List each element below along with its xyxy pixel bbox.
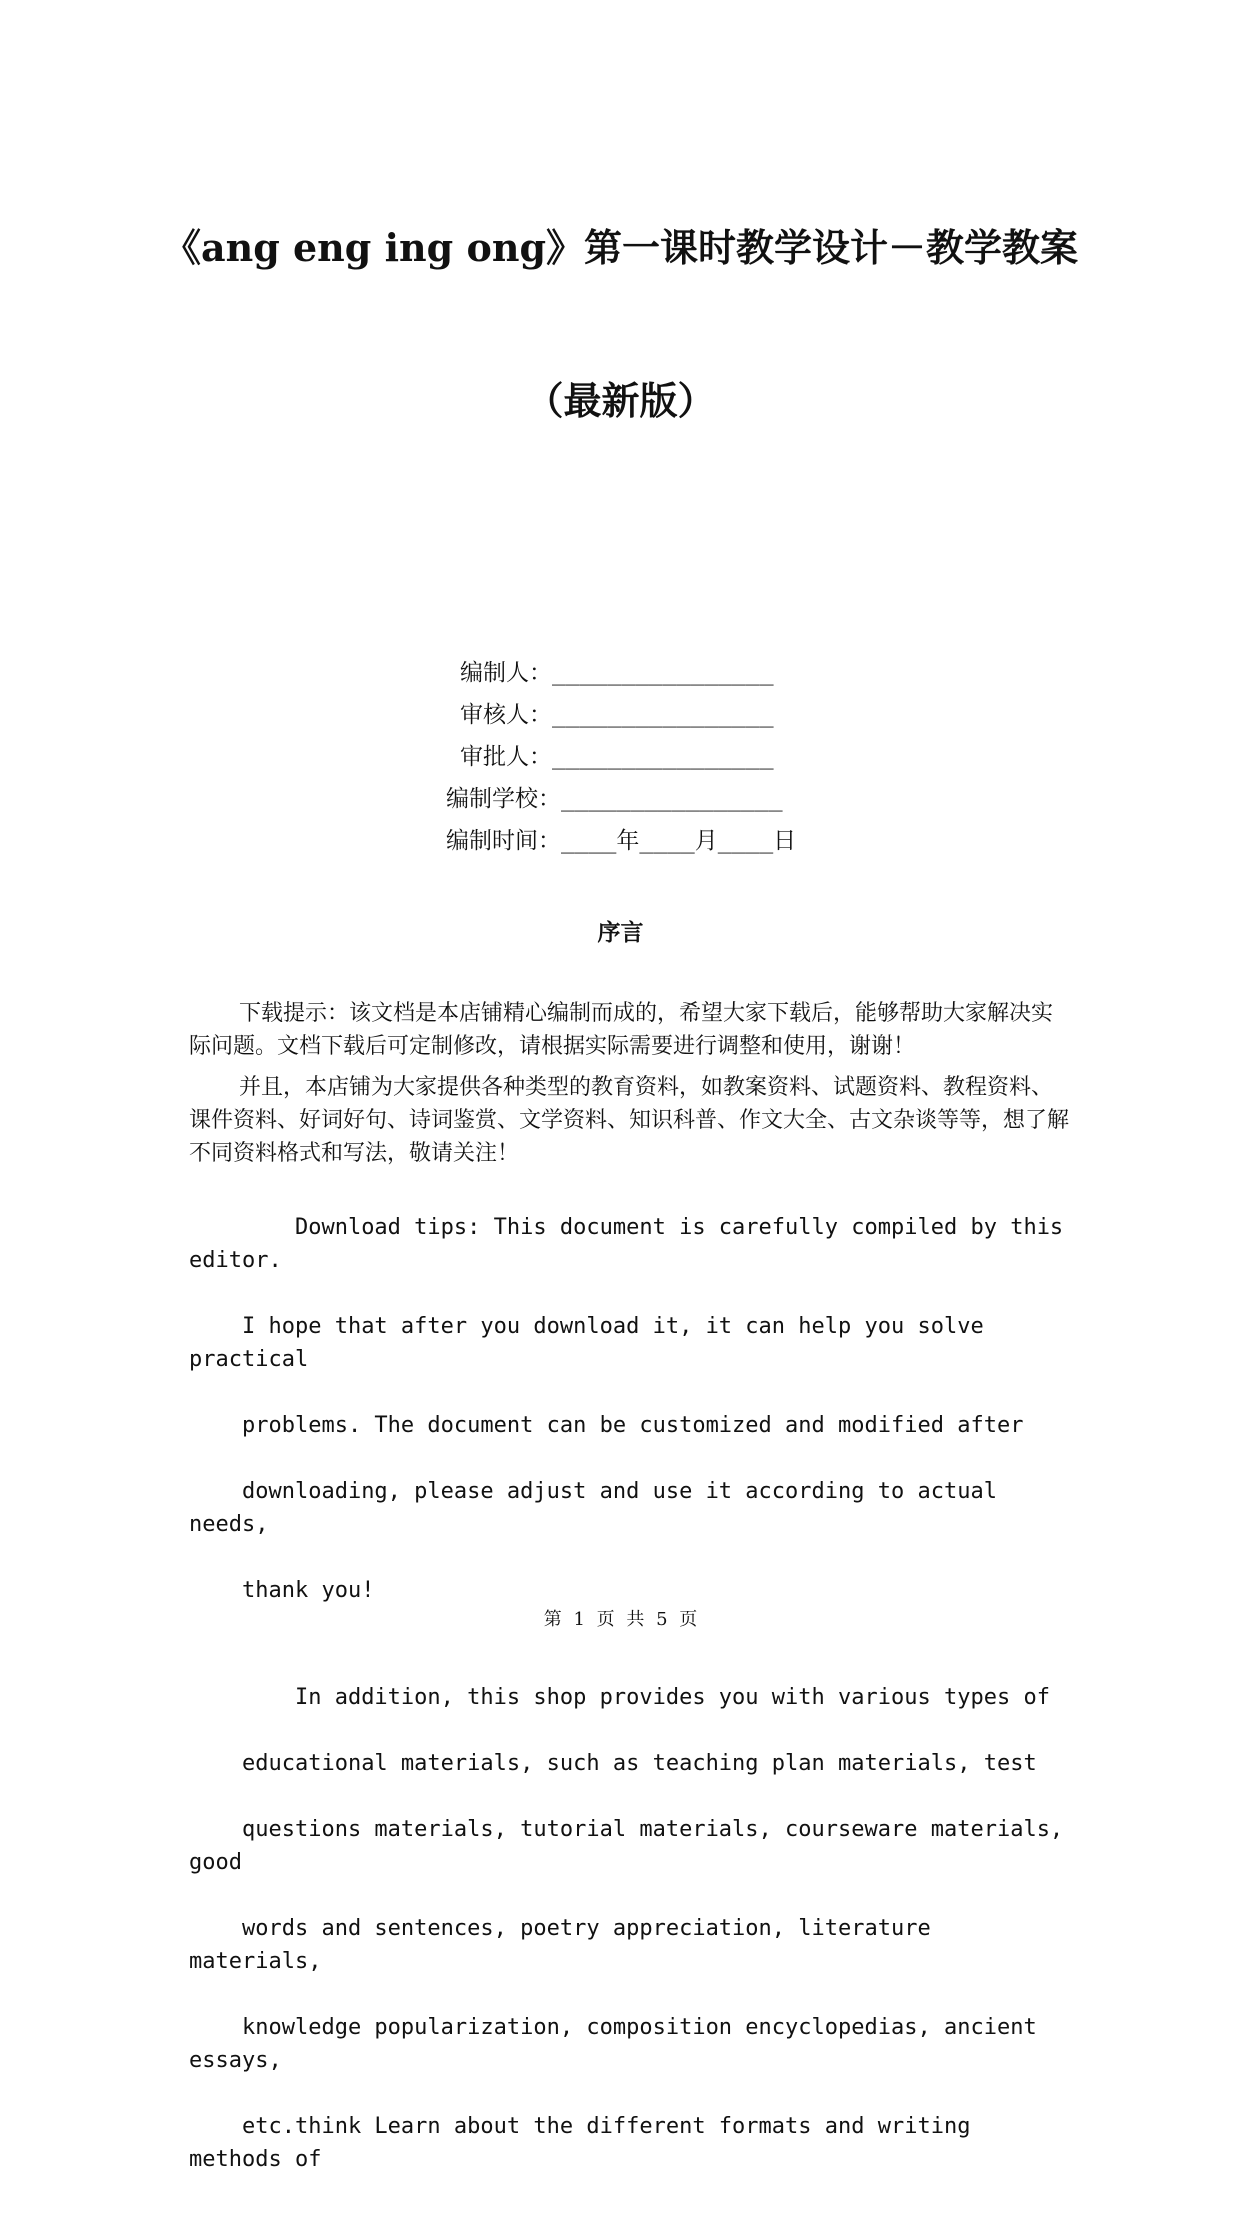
field-compiler: 编制人：________________ <box>460 660 774 686</box>
text-line: I hope that after you download it, it can help you solve practical <box>189 1314 997 1372</box>
preface-paragraph-en-1 <box>189 1178 1077 1640</box>
document-title-line-1: 《ang eng ing ong》第一课时教学设计－教学教案 <box>162 225 1079 270</box>
text-line: Download tips: This document is carefully compiled by this editor. <box>189 1215 1077 1273</box>
field-approver: 审批人：________________ <box>460 744 774 770</box>
document-title-line-2: （最新版） <box>525 378 716 423</box>
field-date: 编制时间：____年____月____日 <box>446 828 797 854</box>
field-reviewer: 审核人：________________ <box>460 702 774 728</box>
text-line: words and sentences, poetry appreciation, literature materials, <box>189 1916 944 1974</box>
text-line: downloading, please adjust and use it according to actual needs, <box>189 1479 1011 1537</box>
text-line: knowledge popularization, composition encyclopedias, ancient essays, <box>189 2015 1050 2073</box>
preface-paragraph-en-2 <box>189 1648 1077 2209</box>
text-line: problems. The document can be customized and modified after <box>241 1413 1024 1438</box>
text-line: In addition, this shop provides you with various types of <box>241 1685 1050 1710</box>
preface-heading: 序言 <box>597 920 644 946</box>
preface-paragraph-cn-2: 并且，本店铺为大家提供各种类型的教育资料，如教案资料、试题资料、教程资料、课件资料、好词好句、诗词鉴赏、文学资料、知识科普、作文大全、古文杂谈等等，想了解不同资料格式和写法，敬请关注！ <box>189 1075 1070 1166</box>
page-number-footer: 第 1 页 共 5 页 <box>543 1609 698 1630</box>
text-line: thank you! <box>241 1578 375 1603</box>
preface-paragraph-cn-1: 下载提示：该文档是本店铺精心编制而成的，希望大家下载后，能够帮助大家解决实际问题。文档下载后可定制修改，请根据实际需要进行调整和使用，谢谢！ <box>189 1001 1054 1059</box>
text-line: questions materials, tutorial materials, courseware materials, good <box>189 1817 1077 1875</box>
field-school: 编制学校：________________ <box>446 786 783 812</box>
text-line: etc.think Learn about the different formats and writing methods of <box>189 2114 984 2172</box>
text-line: educational materials, such as teaching plan materials, test <box>241 1751 1037 1776</box>
